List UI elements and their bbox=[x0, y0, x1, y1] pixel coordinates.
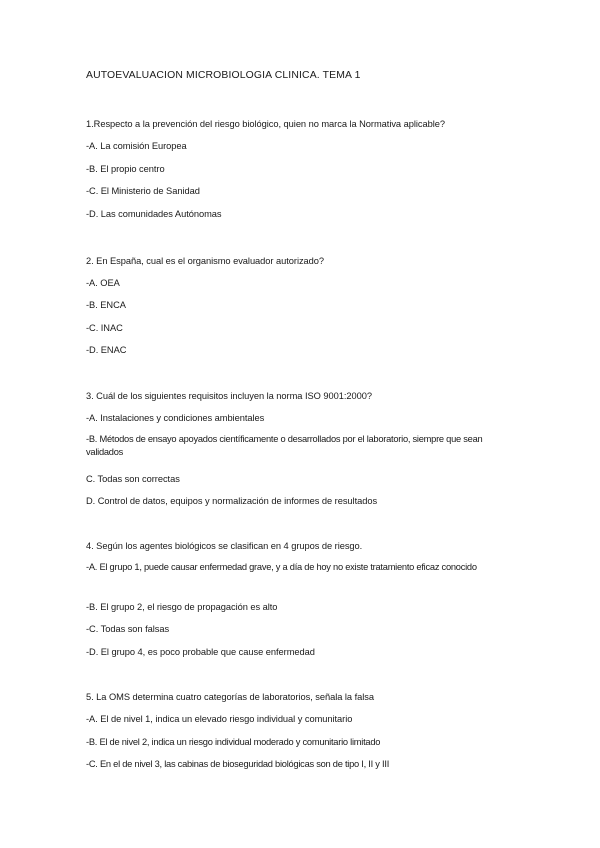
question-2: 2. En España, cual es el organismo evaluador autorizado? bbox=[86, 256, 325, 266]
question-1: 1.Respecto a la prevención del riesgo biológico, quien no marca la Normativa aplicable? bbox=[86, 119, 445, 129]
q1-option-c: -C. El Ministerio de Sanidad bbox=[86, 186, 200, 196]
q3-option-d: D. Control de datos, equipos y normalización de informes de resultados bbox=[86, 496, 378, 506]
q2-option-c: -C. INAC bbox=[86, 323, 123, 333]
q3-option-c: C. Todas son correctas bbox=[86, 474, 180, 484]
q2-option-a: -A. OEA bbox=[86, 278, 120, 288]
question-4: 4. Según los agentes biológicos se clasifican en 4 grupos de riesgo. bbox=[86, 541, 363, 551]
q3-option-b: -B. Métodos de ensayo apoyados científicamente o desarrollados por el laboratorio, siempre que sean validados bbox=[86, 434, 483, 457]
q5-option-b: -B. El de nivel 2, indica un riesgo individual moderado y comunitario limitado bbox=[86, 737, 381, 747]
q5-option-a: -A. El de nivel 1, indica un elevado riesgo individual y comunitario bbox=[86, 714, 353, 724]
q4-option-b: -B. El grupo 2, el riesgo de propagación es alto bbox=[86, 602, 278, 612]
q4-option-d: -D. El grupo 4, es poco probable que cause enfermedad bbox=[86, 647, 315, 657]
q4-option-a: -A. El grupo 1, puede causar enfermedad grave, y a día de hoy no existe tratamiento eficaz conocido bbox=[86, 562, 477, 572]
q2-option-b: -B. ENCA bbox=[86, 300, 126, 310]
question-5: 5. La OMS determina cuatro categorías de laboratorios, señala la falsa bbox=[86, 692, 374, 702]
q1-option-d: -D. Las comunidades Autónomas bbox=[86, 209, 222, 219]
question-3: 3. Cuál de los siguientes requisitos incluyen la norma ISO 9001:2000? bbox=[86, 391, 372, 401]
document-title: AUTOEVALUACION MICROBIOLOGIA CLINICA. TEMA 1 bbox=[86, 70, 361, 81]
q3-option-a: -A. Instalaciones y condiciones ambientales bbox=[86, 413, 265, 423]
q4-option-c: -C. Todas son falsas bbox=[86, 624, 170, 634]
q2-option-d: -D. ENAC bbox=[86, 345, 127, 355]
q1-option-b: -B. El propio centro bbox=[86, 164, 165, 174]
q5-option-c: -C. En el de nivel 3, las cabinas de bioseguridad biológicas son de tipo I, II y III bbox=[86, 759, 390, 769]
q1-option-a: -A. La comisión Europea bbox=[86, 141, 187, 151]
